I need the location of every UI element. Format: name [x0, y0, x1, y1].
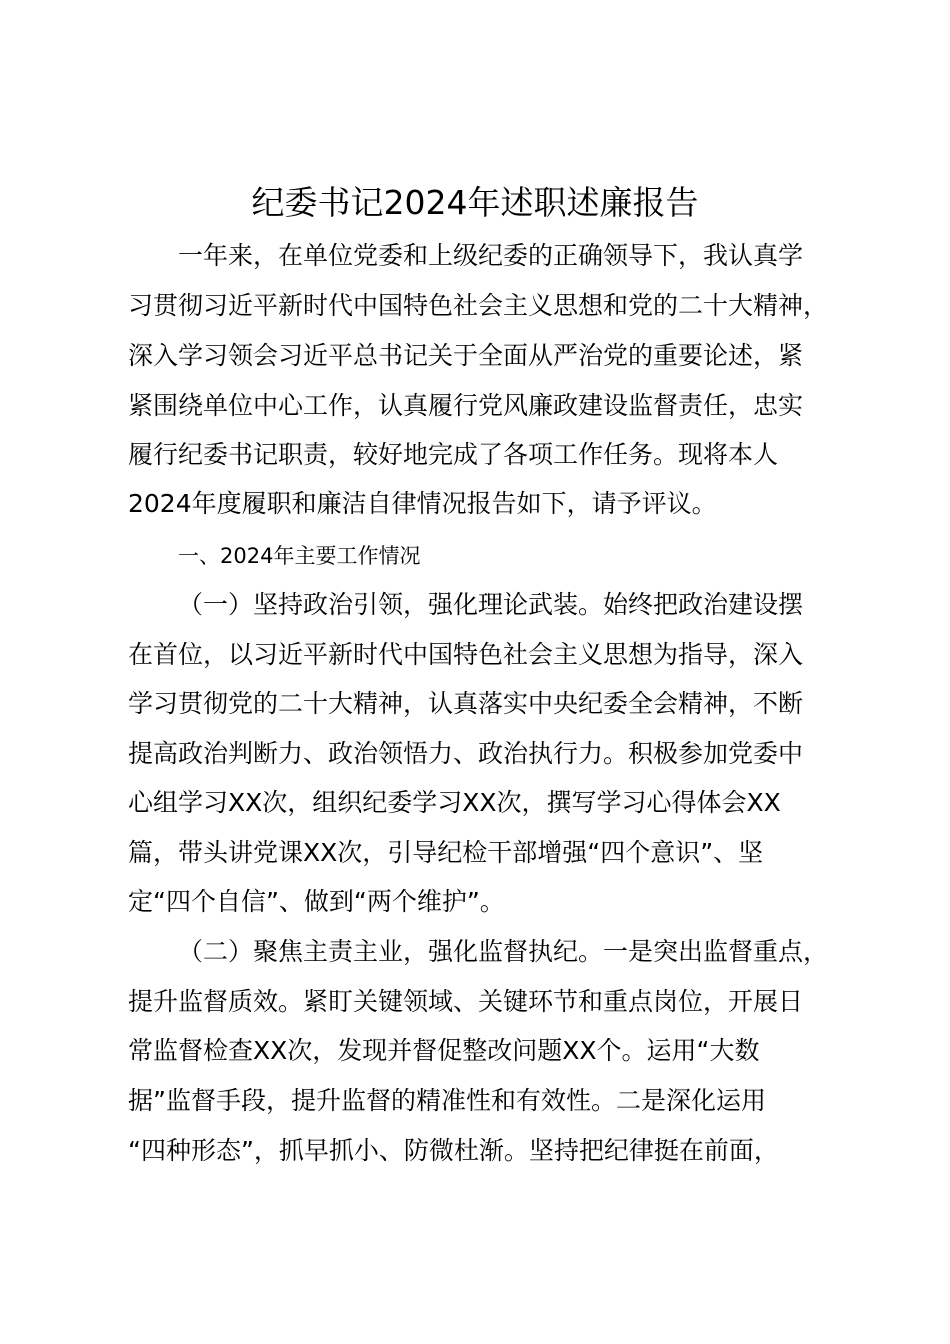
paragraph-line: 习贯彻习近平新时代中国特色社会主义思想和党的二十大精神，	[128, 291, 829, 320]
paragraph-line: 心组学习XX次，组织纪委学习XX次，撰写学习心得体会XX	[128, 788, 781, 817]
paragraph-line: 提升监督质效。紧盯关键领域、关键环节和重点岗位，开展日	[128, 987, 804, 1016]
paragraph-line: 2024年度履职和廉洁自律情况报告如下，请予评议。	[128, 489, 717, 518]
paragraph-line: 在首位，以习近平新时代中国特色社会主义思想为指导，深入	[128, 640, 804, 669]
paragraph-line: 常监督检查XX次，发现并督促整改问题XX个。运用“大数	[128, 1036, 760, 1065]
document-title: 纪委书记2024年述职述廉报告	[251, 183, 699, 222]
paragraph-line: 据”监督手段，提升监督的精准性和有效性。二是深化运用	[128, 1086, 766, 1115]
section-heading: 一、2024年主要工作情况	[178, 544, 421, 568]
paragraph-line: 提高政治判断力、政治领悟力、政治执行力。积极参加党委中	[128, 739, 804, 768]
paragraph-line: 篇，带头讲党课XX次，引导纪检干部增强“四个意识”、坚	[128, 838, 764, 867]
paragraph-line: 深入学习领会习近平总书记关于全面从严治党的重要论述，紧	[128, 341, 804, 370]
paragraph-line: 紧围绕单位中心工作，认真履行党风廉政建设监督责任，忠实	[128, 391, 804, 420]
paragraph-line: “四种形态”，抓早抓小、防微杜渐。坚持把纪律挺在前面，	[128, 1136, 779, 1165]
paragraph-line: 一年来，在单位党委和上级纪委的正确领导下，我认真学	[178, 241, 804, 270]
paragraph-line: 学习贯彻党的二十大精神，认真落实中央纪委全会精神，不断	[128, 689, 804, 718]
paragraph-line: （一）坚持政治引领，强化理论武装。始终把政治建设摆	[178, 590, 804, 619]
paragraph-line: （二）聚焦主责主业，强化监督执纪。一是突出监督重点，	[178, 937, 829, 966]
paragraph-line: 定“四个自信”、做到“两个维护”。	[128, 887, 505, 916]
paragraph-line: 履行纪委书记职责，较好地完成了各项工作任务。现将本人	[128, 440, 779, 469]
